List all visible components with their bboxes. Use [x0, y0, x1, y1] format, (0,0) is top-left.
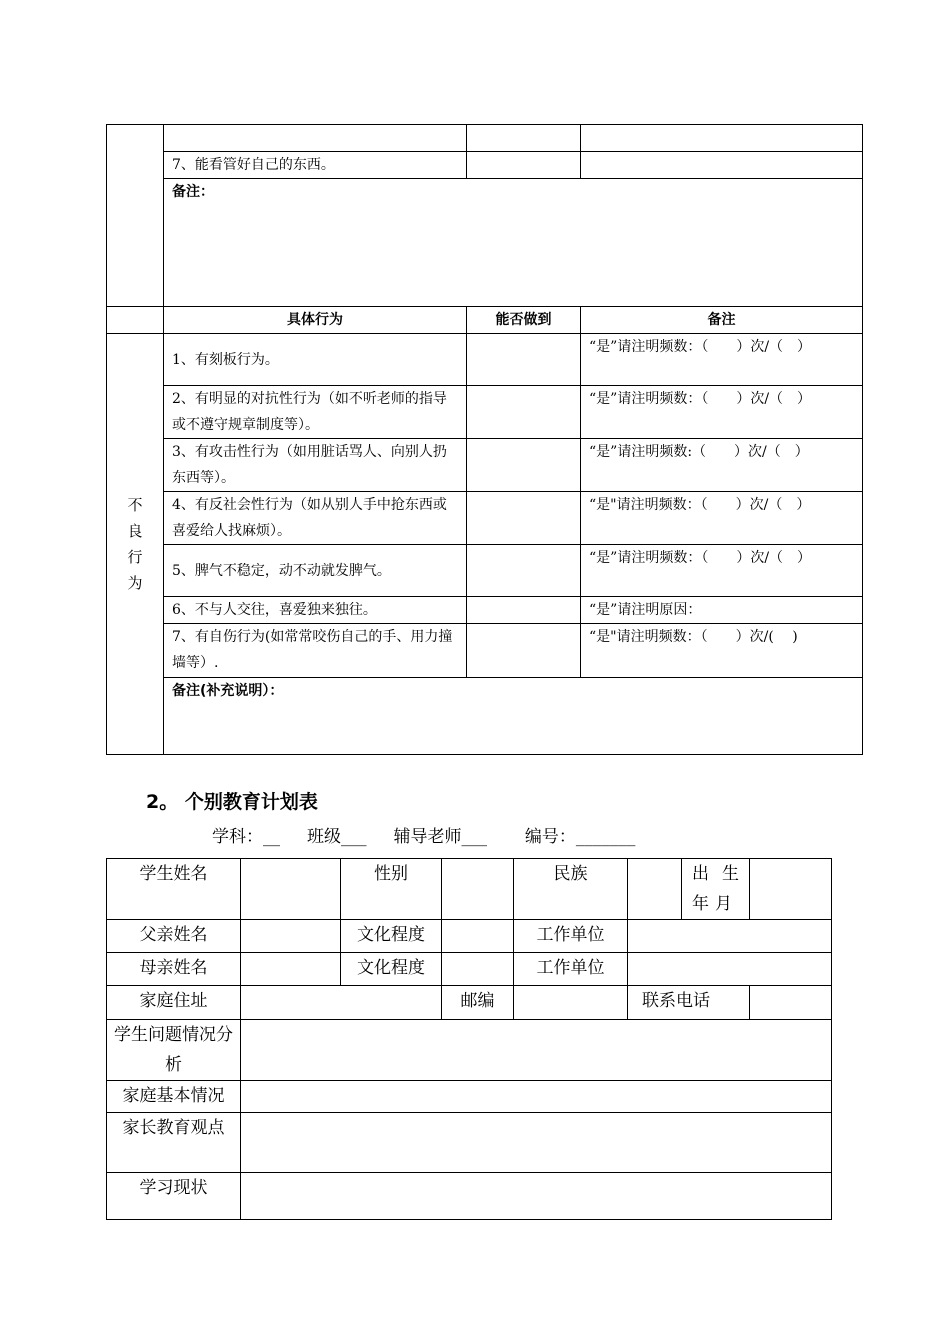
behavior-table	[106, 124, 863, 755]
answer-cell[interactable]	[467, 439, 581, 492]
phone-label: 联系电话	[628, 986, 750, 1020]
address-field[interactable]	[241, 986, 442, 1020]
frequency-note[interactable]: “是"请注明频数：（ ）次/（ ）	[581, 492, 863, 545]
note-cell[interactable]	[581, 152, 863, 179]
header-can-do: 能否做到	[467, 307, 581, 334]
reason-note[interactable]: “是”请注明原因：	[581, 597, 863, 624]
ethnicity-label: 民族	[514, 859, 628, 920]
frequency-note[interactable]: “是”请注明频数：（ ）次/（ ）	[581, 545, 863, 597]
student-name-label: 学生姓名	[107, 859, 241, 920]
ethnicity-field[interactable]	[628, 859, 682, 920]
header-note: 备注	[581, 307, 863, 334]
behavior-item-7: 7、有自伤行为(如常常咬伤自己的手、用力撞墙等）.	[164, 624, 467, 678]
answer-cell[interactable]	[467, 152, 581, 179]
frequency-note[interactable]: “是"请注明频数：（ ）次/( )	[581, 624, 863, 678]
parent-views-field[interactable]	[241, 1113, 832, 1173]
item-cell	[164, 125, 467, 152]
father-name-label: 父亲姓名	[107, 920, 241, 953]
header-behavior: 具体行为	[164, 307, 467, 334]
meta-line: 学科：__ 班级___ 辅导老师___ 编号：_______	[212, 827, 636, 847]
father-education-label: 文化程度	[341, 920, 442, 953]
frequency-note[interactable]: “是”请注明频数:（ ）次/（ ）	[581, 439, 863, 492]
behavior-item-5: 5、脾气不稳定，动不动就发脾气。	[164, 545, 467, 597]
answer-cell[interactable]	[467, 545, 581, 597]
section-title: 2。 个别教育计划表	[146, 791, 318, 813]
mother-work-field[interactable]	[628, 953, 832, 986]
problem-analysis-label: 学生问题情况分析	[107, 1020, 241, 1081]
postcode-field[interactable]	[514, 986, 628, 1020]
header-blank-cell	[107, 307, 164, 334]
answer-cell[interactable]	[467, 624, 581, 678]
supplement-label: 备注(补充说明）：	[172, 683, 284, 699]
mother-education-label: 文化程度	[341, 953, 442, 986]
behavior-item-4: 4、有反社会性行为（如从别人手中抢东西或喜爱给人找麻烦）。	[164, 492, 467, 545]
note-cell[interactable]	[581, 125, 863, 152]
family-basic-label: 家庭基本情况	[107, 1081, 241, 1113]
birth-field[interactable]	[750, 859, 832, 920]
answer-cell[interactable]	[467, 597, 581, 624]
study-status-label: 学习现状	[107, 1173, 241, 1220]
phone-field[interactable]	[750, 986, 832, 1020]
note-area[interactable]	[164, 179, 863, 307]
birth-label: 出 生 年 月	[682, 859, 750, 920]
supplement-area[interactable]	[164, 678, 863, 755]
behavior-item-1: 1、有刻板行为。	[164, 334, 467, 386]
mother-name-label: 母亲姓名	[107, 953, 241, 986]
student-name-field[interactable]	[241, 859, 341, 920]
father-name-field[interactable]	[241, 920, 341, 953]
item-cell: 7、能看管好自己的东西。	[164, 152, 467, 179]
side-cell-top	[107, 125, 164, 307]
father-education-field[interactable]	[442, 920, 514, 953]
father-work-field[interactable]	[628, 920, 832, 953]
parent-views-label: 家长教育观点	[107, 1113, 241, 1173]
mother-work-label: 工作单位	[514, 953, 628, 986]
address-label: 家庭住址	[107, 986, 241, 1020]
postcode-label: 邮编	[442, 986, 514, 1020]
answer-cell[interactable]	[467, 492, 581, 545]
behavior-item-6: 6、不与人交往，喜爱独来独往。	[164, 597, 467, 624]
behavior-item-2: 2、有明显的对抗性行为（如不听老师的指导或不遵守规章制度等）。	[164, 386, 467, 439]
answer-cell[interactable]	[467, 125, 581, 152]
mother-name-field[interactable]	[241, 953, 341, 986]
bad-behavior-label: 不 良 行 为	[107, 334, 164, 755]
answer-cell[interactable]	[467, 334, 581, 386]
frequency-note[interactable]: “是”请注明频数：（ ）次/（ ）	[581, 334, 863, 386]
father-work-label: 工作单位	[514, 920, 628, 953]
behavior-item-3: 3、有攻击性行为（如用脏话骂人、向别人扔东西等）。	[164, 439, 467, 492]
note-label: 备注：	[172, 184, 214, 200]
study-status-field[interactable]	[241, 1173, 832, 1220]
mother-education-field[interactable]	[442, 953, 514, 986]
answer-cell[interactable]	[467, 386, 581, 439]
gender-label: 性别	[341, 859, 442, 920]
frequency-note[interactable]: “是”请注明频数：（ ）次/（ ）	[581, 386, 863, 439]
gender-field[interactable]	[442, 859, 514, 920]
education-plan-table	[106, 858, 832, 1220]
family-basic-field[interactable]	[241, 1081, 832, 1113]
problem-analysis-field[interactable]	[241, 1020, 832, 1081]
